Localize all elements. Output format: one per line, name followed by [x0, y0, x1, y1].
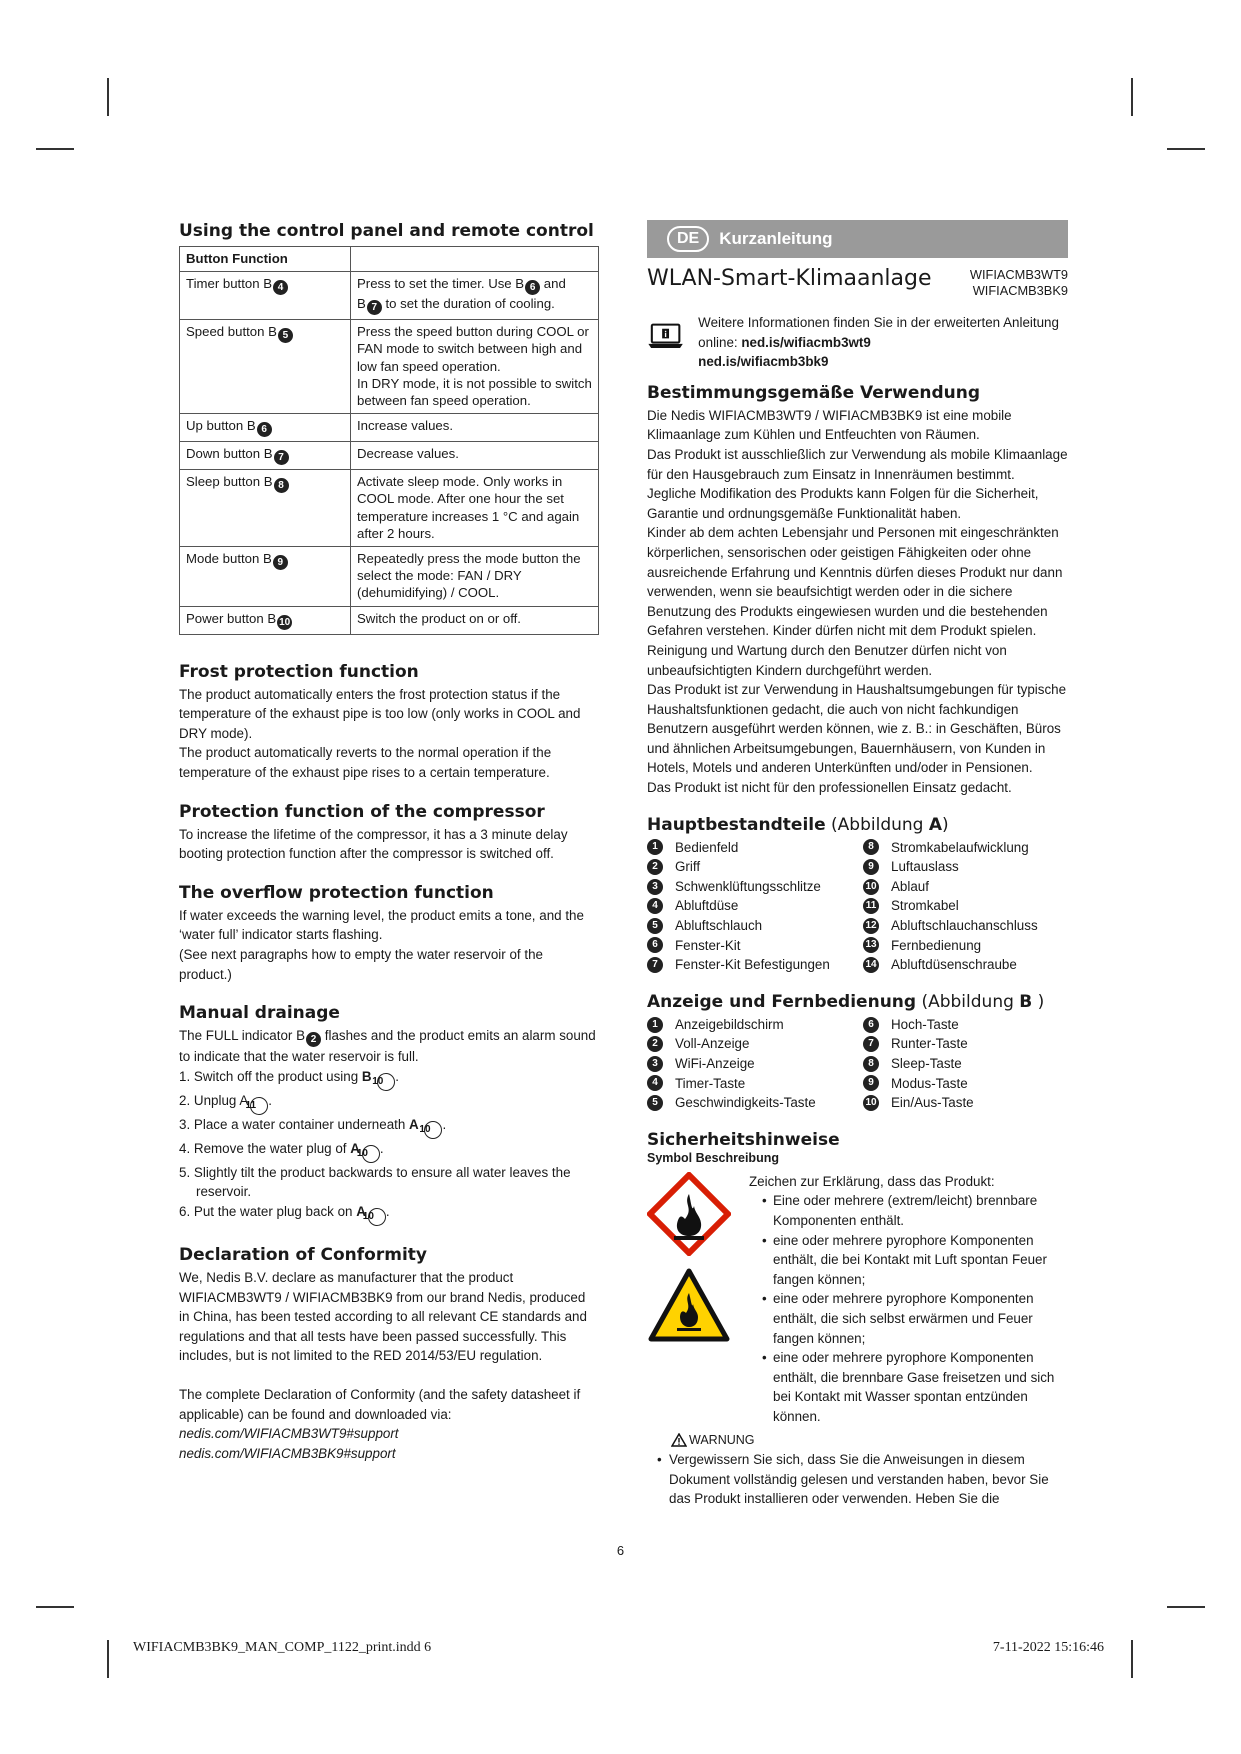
list-item: 3 WiFi-Anzeige	[647, 1054, 863, 1074]
crop-mark	[1131, 1640, 1133, 1678]
product-title: WLAN-Smart-Klimaanlage	[647, 266, 932, 291]
list-item: 13 Fernbedienung	[863, 936, 1068, 956]
list-item: 1. Switch off the product using B 10 .	[179, 1067, 599, 1091]
list-item: 7 Fenster-Kit Befestigungen	[647, 955, 863, 975]
left-column: Using the control panel and remote control Button Function Timer button B 4 Press to set the timer. Use B 6 and B 7 to set the duration of cooling. Speed button B 5 Press the speed button during COOL or FAN mode to switch between high and low fan speed operation. In DRY mode, it is not possible to switch between fan speed operation. Up button B 6 Increase values. Down button B 7 Decrease values. Sleep button B 8 Activate sleep mode. Only works in COOL mode. After one hour the set temperature increases 1 °C and again after 2 hours. Mode button B 9 Repeatedly press the mode button the select the mode: FAN / DRY (dehumidifying) / COOL. Power button B 10 Switch the product on or off. Frost protection function The product automatically enters the frost protection status if the temperature of the exhaust pipe is too low (only works in COOL and DRY mode). The product automatically reverts to the normal operation if the temperature of the exhaust pipe rises to a certain temperature. Protection function of the compressor To increase the lifetime of the compressor, it has a 3 minute delay booting protection function after the compressor is switched off. The overflow protection function If water exceeds the warning level, the product emits a tone, and the ‘water full’ indicator starts flashing. (See next paragraphs how to empty the water reservoir of the product.) Manual drainage The FULL indicator B 2 flashes and the product emits an alarm sound to indicate that the water reservoir is full. 1. Switch off the product using B 10 . 2. Unplug A11 . 3. Place a water container underneath A 10 . 4. Remove the water plug of A10 . 5. Slightly tilt the product backwards to ensure all water leaves the reservoir. 6. Put the water plug back on A10 . Declaration of Conformity We, Nedis B.V. declare as manufacturer that the product WIFIACMB3WT9 / WIFIACMB3BK9 from our brand Nedis, produced in China, has been tested according to all relevant CE standards and regulations and that all tests have been passed successfully. This includes, but is not limited to the RED 2014/53/EU regulation. The complete Declaration of Conformity (and the safety datasheet if applicable) can be found and downloaded via: nedis.com/WIFIACMB3WT9#support nedis.com/WIFIACMB3BK9#support	[179, 220, 599, 1463]
list-item: 6 Hoch-Taste	[863, 1015, 1068, 1035]
list-item: 6. Put the water plug back on A10 .	[179, 1202, 599, 1226]
list-item: 2. Unplug A11 .	[179, 1091, 599, 1115]
list-item: 5. Slightly tilt the product backwards to ensure all water leaves the reservoir.	[179, 1164, 571, 1200]
crop-mark	[1167, 1606, 1205, 1608]
list-item: 1 Anzeigebildschirm	[647, 1015, 863, 1035]
banner-title: Kurzanleitung	[719, 229, 833, 249]
safety-subtitle: Symbol Beschreibung	[647, 1150, 779, 1165]
list-item: • eine oder mehrere pyrophore Komponenten enthält, die bei Kontakt mit Luft spontan Feuer fangen können;	[749, 1231, 1064, 1290]
list-item: 6 Fenster-Kit	[647, 936, 863, 956]
list-item: 5 Geschwindigkeits-Taste	[647, 1093, 863, 1113]
display-items-list	[647, 1015, 1068, 1113]
list-item: • eine oder mehrere pyrophore Komponenten enthält, die brennbare Gase freisetzen und sich bei Kontakt mit Wasser spontan entzünden können.	[749, 1348, 1064, 1426]
number-badge: 4	[273, 280, 288, 295]
list-item: 9 Luftauslass	[863, 857, 1068, 877]
main-parts-title: Hauptbestandteile (Abbildung A)	[647, 814, 949, 835]
crop-mark	[107, 1640, 109, 1678]
drainage-section-title: Manual drainage	[179, 1003, 340, 1024]
list-item: 8 Stromkabelaufwicklung	[863, 838, 1068, 858]
list-item: 4 Timer-Taste	[647, 1074, 863, 1094]
ghs-flammable-icon	[647, 1172, 731, 1256]
table-row: Mode button B 9 Repeatedly press the mode button the select the mode: FAN / DRY (dehumidifying) / COOL.	[180, 547, 599, 607]
language-badge: DE	[667, 226, 709, 252]
list-item: 3. Place a water container underneath A 10 .	[179, 1115, 599, 1139]
warning-icon	[671, 1433, 687, 1447]
online-manual-info: Weitere Informationen finden Sie in der erweiterten Anleitung online: ned.is/wifiacmb3wt9 ned.is/wifiacmb3bk9	[647, 313, 1068, 372]
list-item: 9 Modus-Taste	[863, 1074, 1068, 1094]
table-row: Power button B 10 Switch the product on or off.	[180, 606, 599, 634]
page-number: 6	[616, 1543, 625, 1558]
list-item: 11 Stromkabel	[863, 896, 1068, 916]
list-item: 3 Schwenklüftungsschlitze	[647, 877, 863, 897]
list-item: 1 Bedienfeld	[647, 838, 863, 858]
hazard-symbols: Zeichen zur Erklärung, dass das Produkt: • Eine oder mehrere (extrem/leicht) brennbare Komponenten enthält. • eine oder mehrere pyrophore Komponenten enthält, die bei Kontakt mit Luft spontan Feuer fangen können; • eine oder mehrere pyrophore Komponenten enthält, die sich selbst erwärmen und Feuer fangen können; • eine oder mehrere pyrophore Komponenten enthält, die brennbare Gase freisetzen und sich bei Kontakt mit Wasser spontan entzünden können.	[647, 1172, 1068, 1427]
list-item: 4. Remove the water plug of A10 .	[179, 1139, 599, 1163]
table-row: Timer button B 4 Press to set the timer. Use B 6 and B 7 to set the duration of cooling.	[180, 272, 599, 320]
table-row: Up button B 6 Increase values.	[180, 414, 599, 442]
button-function-table	[179, 246, 599, 635]
language-banner	[647, 220, 1068, 258]
list-item: 12 Abluftschlauchanschluss	[863, 916, 1068, 936]
list-item: 2 Griff	[647, 857, 863, 877]
list-item: • Vergewissern Sie sich, dass Sie die Anweisungen in diesem Dokument vollständig gelesen und verstanden haben, bevor Sie das Produkt installieren oder verwenden. Heben Sie die	[647, 1450, 1068, 1509]
crop-mark	[1167, 148, 1205, 150]
crop-mark	[107, 78, 109, 116]
list-item: 7 Runter-Taste	[863, 1034, 1068, 1054]
footer-timestamp: 7-11-2022 15:16:46	[992, 1640, 1104, 1655]
laptop-icon	[647, 317, 684, 357]
flammable-warning-icon	[647, 1267, 731, 1343]
drainage-steps	[179, 1067, 599, 1226]
footer-filename: WIFIACMB3BK9_MAN_COMP_1122_print.indd 6	[133, 1640, 432, 1655]
compressor-section-title: Protection function of the compressor	[179, 801, 545, 822]
right-column: DE Kurzanleitung WLAN-Smart-Klimaanlage WIFIACMB3WT9 WIFIACMB3BK9 Weitere Informationen finden Sie in der erweiterten Anleitung online: ned.is/wifiacmb3wt9 ned.is/wifiacmb3bk9 Bestimmungsgemäße Verwendung Die Nedis WIFIACMB3WT9 / WIFIACMB3BK9 ist eine mobile Klimaanlage zum Kühlen und Entfeuchten von Räumen. Das Produkt ist ausschließlich zur Verwendung als mobile Klimaanlage für den Hausgebrauch zum Einsatz in Innenräumen bestimmt. Jegliche Modifikation des Produkts kann Folgen für die Sicherheit, Garantie und ordnungsgemäße Funktionalität haben. Kinder ab dem achten Lebensjahr und Personen mit eingeschränkten körperlichen, sensorischen oder geistigen Fähigkeiten oder ohne ausreichende Erfahrung und Kenntnis dürfen dieses Produkt nur dann verwenden, wenn sie beaufsichtigt werden oder in die sichere Benutzung des Produkts eingewiesen wurden und die bestehenden Gefahren verstehen. Kinder dürfen nicht mit dem Produkt spielen. Reinigung und Wartung durch den Benutzer dürfen nicht von unbeaufsichtigten Kindern durchgeführt werden. Das Produkt ist zur Verwendung in Haushaltsumgebungen für typische Haushaltsfunktionen gedacht, die auch von nicht fachkundigen Benutzern ausgeführt werden können, wie z. B.: in Geschäften, Büros und ähnlichen Arbeitsumgebungen, Bauernhäusern, von Kunden in Hotels, Motels und anderen Unterkünften und/oder in Pensionen. Das Produkt ist nicht für den professionellen Einsatz gedacht. Hauptbestandteile (Abbildung A) 1 Bedienfeld 8 Stromkabelaufwicklung 2 Griff 9 Luftauslass 3 Schwenklüftungsschlitze 10 Ablauf 4 Abluftdüse 11 Stromkabel 5 Abluftschlauch 12 Abluftschlauchanschluss 6 Fenster-Kit 13 Fernbedienung 7 Fenster-Kit Befestigungen 14 Abluftdüsenschraube Anzeige und Fernbedienung (Abbildung B ) 1 Anzeigebildschirm 6 Hoch-Taste 2 Voll-Anzeige 7 Runter-Taste 3 WiFi-Anzeige 8 Sleep-Taste 4 Timer-Taste 9 Modus-Taste 5 Geschwindigkeits-Taste 10 Ein/Aus-Taste Sicherheitshinweise Symbol Beschreibung Zeichen zur Erklärung, dass das Produkt: • Eine oder mehrere (extrem/leicht) brennbare Komponenten enthält. • eine oder mehrere pyrophore Komponenten enthält, die bei Kontakt mit Luft spontan Feuer fangen können; • eine oder mehrere pyrophore Komponenten enthält, die sich selbst erwärmen und Feuer fangen können; • eine oder mehrere pyrophore Komponenten enthält, die brennbare Gase freisetzen und sich bei Kontakt mit Wasser spontan entzünden können. WARNUNG • Vergewissern Sie sich, dass Sie die Anweisungen in diesem Dokument vollständig gelesen und verstanden haben, bevor Sie das Produkt installieren oder verwenden. Heben Sie die	[647, 220, 1068, 1509]
list-item: 8 Sleep-Taste	[863, 1054, 1068, 1074]
overflow-section-title: The overflow protection function	[179, 882, 494, 903]
list-item: 4 Abluftdüse	[647, 896, 863, 916]
warning-label: WARNUNG	[671, 1431, 1068, 1451]
manual-link[interactable]: ned.is/wifiacmb3wt9	[741, 334, 871, 350]
control-section-title: Using the control panel and remote control	[179, 221, 594, 241]
list-item: • Eine oder mehrere (extrem/leicht) brennbare Komponenten enthält.	[749, 1191, 1064, 1230]
list-item: 5 Abluftschlauch	[647, 916, 863, 936]
crop-mark	[36, 1606, 74, 1608]
display-remote-title: Anzeige und Fernbedienung (Abbildung B )	[647, 991, 1045, 1012]
table-row: Sleep button B 8 Activate sleep mode. Only works in COOL mode. After one hour the set temperature increases 1 °C and again after 2 hours.	[180, 470, 599, 547]
list-item: 14 Abluftdüsenschraube	[863, 955, 1068, 975]
conformity-section-title: Declaration of Conformity	[179, 1244, 427, 1265]
frost-section-title: Frost protection function	[179, 661, 419, 682]
list-item: 10 Ein/Aus-Taste	[863, 1093, 1068, 1113]
safety-title: Sicherheitshinweise	[647, 1129, 840, 1150]
support-link[interactable]: nedis.com/WIFIACMB3WT9#support	[179, 1426, 399, 1442]
table-row: Speed button B 5 Press the speed button during COOL or FAN mode to switch between high and low fan speed operation. In DRY mode, it is not possible to switch between fan speed operation.	[180, 320, 599, 414]
main-parts-list	[647, 838, 1068, 975]
manual-link[interactable]: ned.is/wifiacmb3bk9	[698, 354, 829, 370]
table-row: Down button B 7 Decrease values.	[180, 442, 599, 470]
crop-mark	[36, 148, 74, 150]
list-item: 2 Voll-Anzeige	[647, 1034, 863, 1054]
list-item: 10 Ablauf	[863, 877, 1068, 897]
intended-use-title: Bestimmungsgemäße Verwendung	[647, 382, 981, 403]
list-item: • eine oder mehrere pyrophore Komponenten enthält, die sich selbst erwärmen und Feuer fangen können;	[749, 1289, 1064, 1348]
support-link[interactable]: nedis.com/WIFIACMB3BK9#support	[179, 1445, 396, 1461]
table-header: Button Function	[180, 247, 351, 272]
model-numbers: WIFIACMB3WT9 WIFIACMB3BK9	[969, 267, 1068, 298]
crop-mark	[1131, 78, 1133, 116]
